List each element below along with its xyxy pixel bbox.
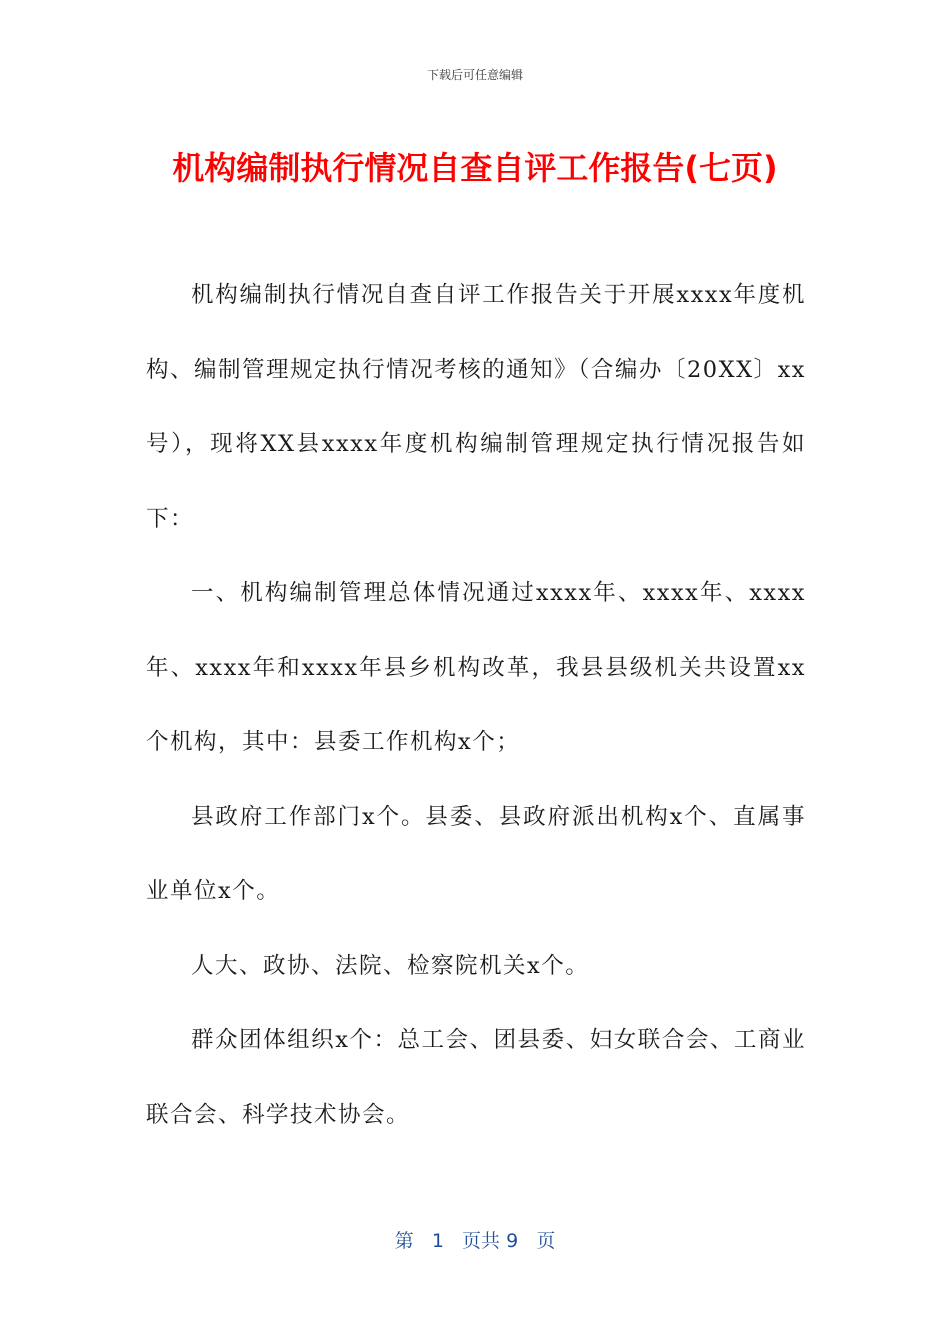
footer-total-pages: 9 [506,1230,519,1252]
paragraph-4: 人大、政协、法院、检察院机关x个。 [191,952,590,979]
document-body [146,258,806,1152]
footer-page-middle: 页共 [462,1230,501,1252]
header-note: 下载后可任意编辑 [426,68,523,82]
footer-page-suffix: 页 [536,1230,556,1252]
paragraph-2: 一、机构编制管理总体情况通过xxxx年、xxxx年、xxxx年、xxxx年和xxxx年县乡机构改革，我县县级机关共设置xx个机构，其中：县委工作机构x个； [146,580,806,755]
paragraph-5: 群众团体组织x个：总工会、团县委、妇女联合会、工商业联合会、科学技术协会。 [146,1027,806,1128]
footer-page-number: 1 [431,1230,444,1252]
paragraph-1: 机构编制执行情况自查自评工作报告关于开展xxxx年度机构、编制管理规定执行情况考核的通知》（合编办〔20XX〕xx号），现将XX县xxxx年度机构编制管理规定执行情况报告如下： [146,282,806,532]
document-title: 机构编制执行情况自查自评工作报告(七页) [172,149,778,187]
paragraph-3: 县政府工作部门x个。县委、县政府派出机构x个、直属事业单位x个。 [146,803,806,904]
footer-page-prefix: 第 [394,1230,414,1252]
page-footer [0,1226,950,1253]
